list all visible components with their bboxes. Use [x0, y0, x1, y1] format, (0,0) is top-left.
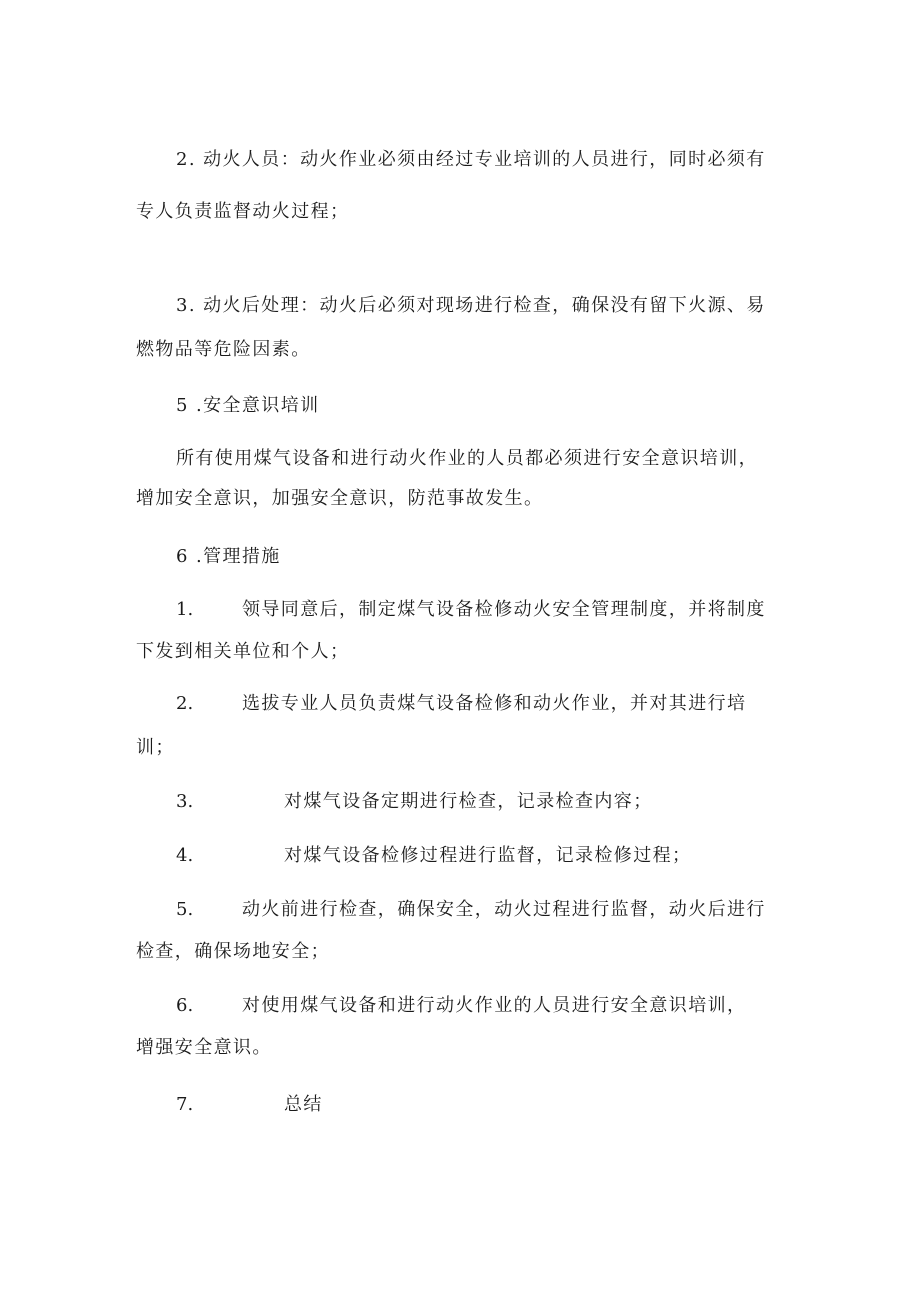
measure-number: 2. [176, 693, 194, 714]
paragraph-post-fire-line1: 3. 动火后处理：动火后必须对现场进行检查，确保没有留下火源、易 [176, 295, 766, 316]
measure-number: 4. [176, 845, 194, 866]
paragraph-fire-personnel-line2: 专人负责监督动火过程； [136, 201, 350, 222]
measure-4-line1: 对煤气设备检修过程进行监督，记录检修过程； [284, 845, 692, 866]
paragraph-fire-personnel-line1: 2. 动火人员：动火作业必须由经过专业培训的人员进行，同时必须有 [176, 149, 766, 170]
paragraph-safety-training-line2: 增加安全意识，加强安全意识，防范事故发生。 [136, 488, 544, 509]
measure-6-line2: 增强安全意识。 [136, 1037, 272, 1058]
section-heading-safety-training: 5 .安全意识培训 [176, 395, 320, 416]
measure-2-line2: 训； [136, 737, 175, 758]
measure-5-line2: 检查，确保场地安全； [136, 941, 330, 962]
measure-1-line1: 领导同意后，制定煤气设备检修动火安全管理制度，并将制度 [242, 599, 766, 620]
section-heading-management: 6 .管理措施 [176, 546, 281, 567]
measure-6-line1: 对使用煤气设备和进行动火作业的人员进行安全意识培训， [242, 995, 747, 1016]
measure-5-line1: 动火前进行检查，确保安全，动火过程进行监督，动火后进行 [242, 899, 766, 920]
measure-7-line1: 总结 [284, 1094, 323, 1115]
measure-number: 5. [176, 899, 194, 920]
measure-number: 1. [176, 599, 194, 620]
measure-number: 3. [176, 791, 194, 812]
paragraph-post-fire-line2: 燃物品等危险因素。 [136, 339, 311, 360]
paragraph-safety-training-line1: 所有使用煤气设备和进行动火作业的人员都必须进行安全意识培训， [176, 448, 758, 469]
measure-number: 6. [176, 995, 194, 1016]
measure-2-line1: 选拔专业人员负责煤气设备检修和动火作业，并对其进行培 [242, 693, 747, 714]
measure-number: 7. [176, 1094, 194, 1115]
measure-3-line1: 对煤气设备定期进行检查，记录检查内容； [284, 791, 653, 812]
measure-1-line2: 下发到相关单位和个人； [136, 641, 350, 662]
